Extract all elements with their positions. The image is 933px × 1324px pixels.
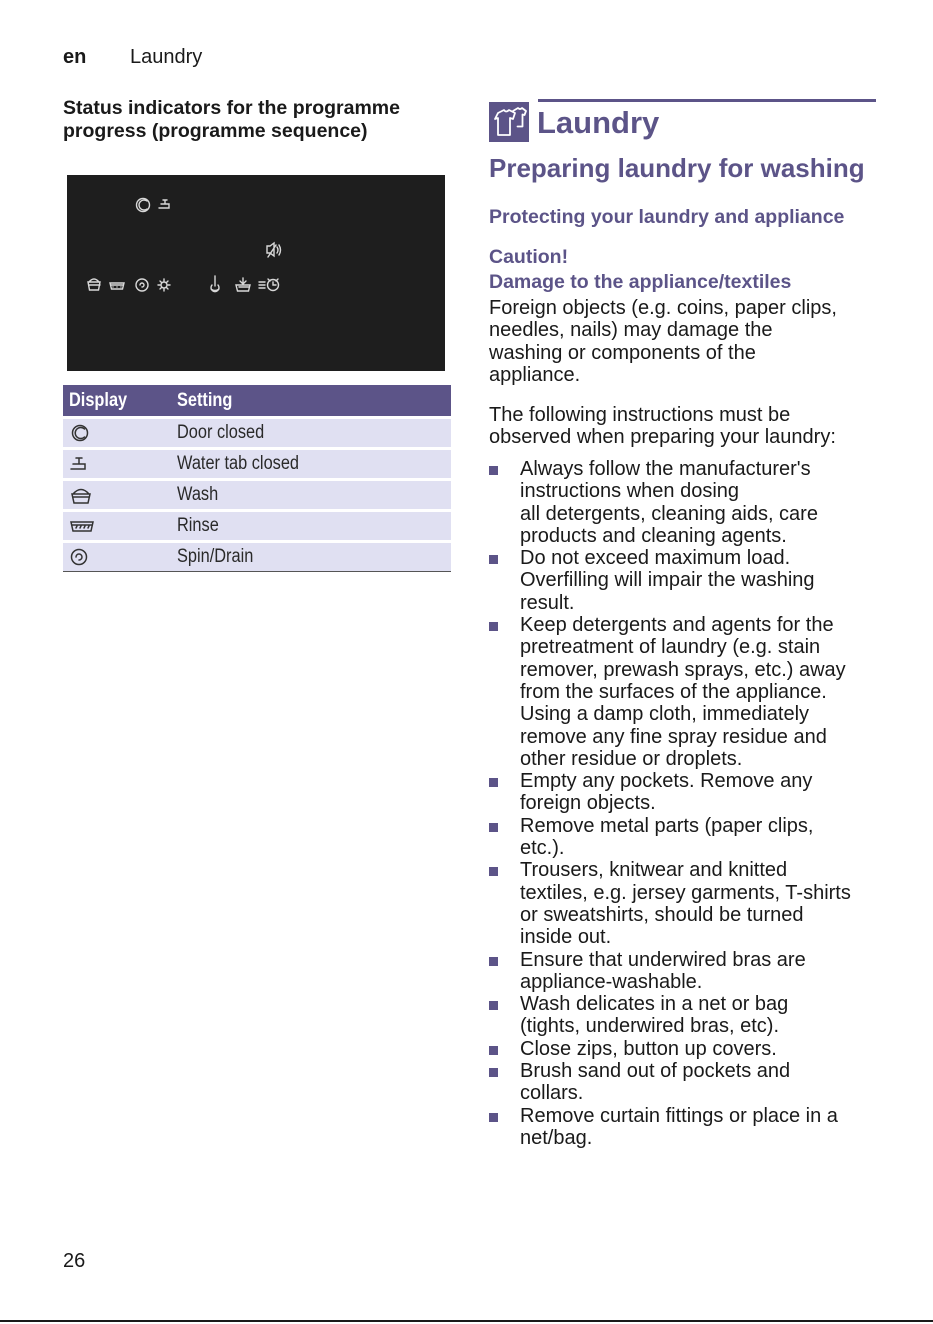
list-item: Keep detergents and agents for the pretreatment of laundry (e.g. stain remover, prewash sprays, etc.) away from the surfaces of the appliance. Using a damp cloth, immediately remove any fine spray residue and other residue or droplets.	[489, 614, 889, 770]
rinse-icon	[69, 516, 165, 536]
list-item: Wash delicates in a net or bag (tights, underwired bras, etc).	[489, 993, 889, 1038]
caution-label: Caution!	[489, 246, 569, 268]
page-number: 26	[63, 1250, 86, 1272]
chapter-title-rule	[538, 99, 876, 102]
setting-label: Door closed	[177, 422, 265, 443]
wash-icon	[88, 279, 100, 290]
end-time-icon	[259, 279, 279, 291]
table-row	[63, 540, 451, 572]
door-closed-icon	[69, 423, 165, 443]
list-item: Brush sand out of pockets and collars.	[489, 1060, 889, 1105]
rinse-icon	[110, 283, 124, 289]
status-indicators-heading: Status indicators for the programme progress (programme sequence)	[63, 97, 400, 142]
damage-warning-title: Damage to the appliance/textiles	[489, 271, 792, 293]
table-header-display: Display	[63, 385, 171, 416]
status-indicator-table	[63, 385, 451, 572]
table-row	[63, 509, 451, 540]
prewash-icon	[236, 278, 250, 291]
setting-label: Water tab closed	[177, 453, 300, 474]
list-item: Ensure that underwired bras are appliance-washable.	[489, 949, 889, 994]
dry-icon	[158, 279, 170, 291]
preparation-instructions-list	[489, 458, 889, 1149]
chapter-title: Laundry	[537, 105, 660, 140]
setting-label: Spin/Drain	[177, 546, 254, 567]
spin-icon	[69, 547, 165, 567]
list-item: Remove curtain fittings or place in a net/bag.	[489, 1105, 889, 1150]
water-tap-icon	[159, 200, 169, 208]
setting-label: Rinse	[177, 515, 219, 536]
protecting-subheading: Protecting your laundry and appliance	[489, 206, 845, 228]
list-item: Trousers, knitwear and knitted textiles, e.g. jersey garments, T-shirts or sweatshirts, should be turned inside out.	[489, 859, 889, 948]
list-item: Do not exceed maximum load. Overfilling will impair the washing result.	[489, 547, 889, 614]
door-closed-icon	[137, 199, 150, 212]
language-code: en	[63, 46, 87, 68]
spin-icon	[136, 279, 148, 291]
list-item: Close zips, button up covers.	[489, 1038, 889, 1060]
warning-text: Foreign objects (e.g. coins, paper clips, needles, nails) may damage the washing or components of the appliance.	[489, 297, 837, 387]
table-header-setting: Setting	[171, 385, 451, 416]
list-item: Remove metal parts (paper clips, etc.).	[489, 815, 889, 860]
page-bottom-rule	[0, 1320, 933, 1322]
instructions-intro: The following instructions must be observed when preparing your laundry:	[489, 404, 836, 449]
display-panel	[67, 175, 445, 371]
running-header-section: Laundry	[130, 46, 203, 68]
temperature-icon	[211, 276, 219, 292]
setting-label: Wash	[177, 484, 219, 505]
water-tap-icon	[69, 454, 165, 474]
list-item: Empty any pockets. Remove any foreign objects.	[489, 770, 889, 815]
table-row	[63, 447, 451, 478]
wash-icon	[69, 485, 165, 505]
table-row	[63, 478, 451, 509]
list-item: Always follow the manufacturer's instructions when dosing all detergents, cleaning aids, care products and cleaning agents.	[489, 458, 889, 547]
laundry-shirt-icon	[489, 102, 529, 142]
preparing-laundry-heading: Preparing laundry for washing	[489, 153, 865, 183]
sound-off-icon	[267, 243, 281, 257]
table-row	[63, 416, 451, 447]
